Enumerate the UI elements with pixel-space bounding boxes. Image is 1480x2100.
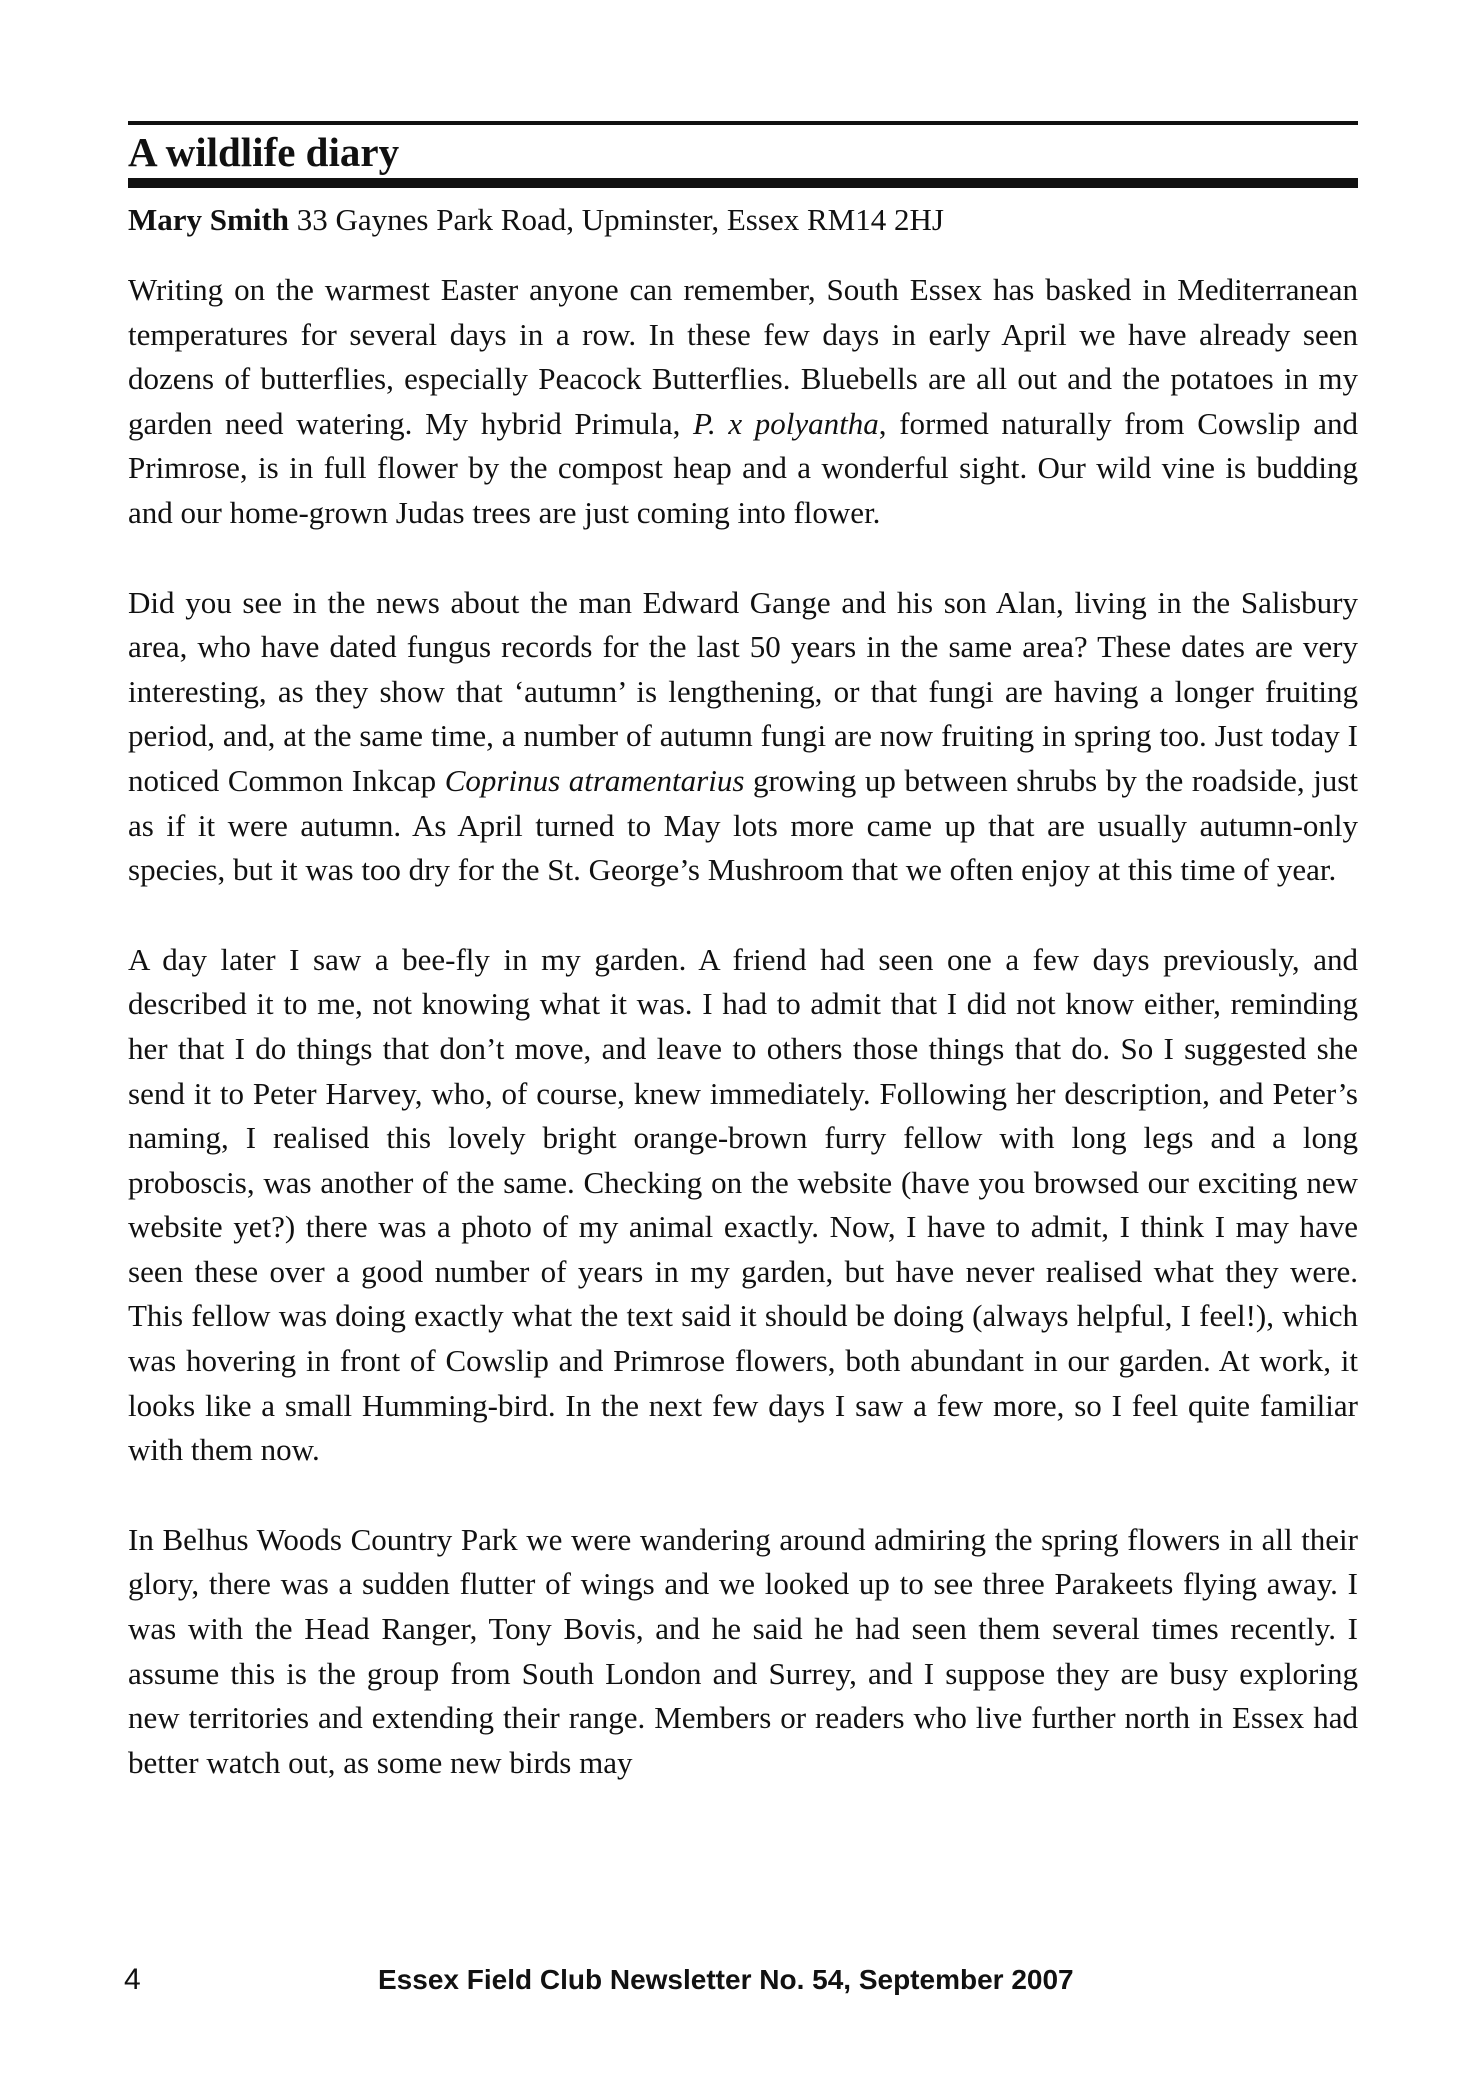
author-address: 33 Gaynes Park Road, Upminster, Essex RM14 2HJ: [296, 202, 944, 237]
paragraph-2-italic: Coprinus atramentarius: [444, 762, 745, 798]
page-footer: [0, 1960, 1480, 2000]
paragraph-1-italic: P. x polyantha: [693, 405, 879, 441]
publication-title: Essex Field Club Newsletter No. 54, September 2007: [378, 1964, 1074, 1995]
paragraph-4: In Belhus Woods Country Park we were wandering around admiring the spring flowers in all their glory, there was a sudden flutter of wings and we looked up to see three Parakeets flying away. I was with the Head Ranger, Tony Bovis, and he said he had seen them several times recently. I assume this is the group from South London and Surrey, and I suppose they are busy exploring new territories and extending their range. Members or readers who live further north in Essex had better watch out, as some new birds may: [128, 1521, 1358, 1780]
top-rule: [128, 121, 1358, 125]
article-body: [128, 268, 1358, 1830]
page-number: 4: [124, 1963, 141, 1996]
paragraph-3: A day later I saw a bee-fly in my garden. A friend had seen one a few days previously, and described it to me, not knowing what it was. I had to admit that I did not know either, reminding her that I do things that don’t move, and leave to others those things that do. So I suggested she send it to Peter Harvey, who, of course, knew immediately. Following her description, and Peter’s naming, I realised this lovely bright orange-brown furry fellow with long legs and a long proboscis, was another of the same. Checking on the website (have you browsed our exciting new website yet?) there was a photo of my animal exactly. Now, I have to admit, I think I may have seen these over a good number of years in my garden, but have never realised what they were. This fellow was doing exactly what the text said it should be doing (always helpful, I feel!), which was hovering in front of Cowslip and Primrose flowers, both abundant in our garden. At work, it looks like a small Humming-bird. In the next few days I saw a few more, so I feel quite familiar with them now.: [128, 941, 1358, 1468]
title-underline-rule: [128, 178, 1358, 188]
author-byline: [128, 200, 1358, 240]
paragraph-1: [128, 268, 1358, 536]
paragraph-1-text-b: , formed naturally from Cowslip and Primrose, is in full flower by the compost heap and a wonderful sight. Our wild vine is budding and our home-grown Judas trees are just coming into flower.: [128, 405, 1358, 530]
paragraph-1-text-a: Writing on the warmest Easter anyone can remember, South Essex has basked in Mediterranean temperatures for several days in a row. In these few days in early April we have already seen dozens of butterflies, especially Peacock Butterflies. Bluebells are all out and the potatoes in my garden need watering. My hybrid Primula,: [128, 272, 1358, 441]
paragraph-2: [128, 581, 1358, 893]
paragraph-2-text-a: Did you see in the news about the man Edward Gange and his son Alan, living in the Salisbury area, who have dated fungus records for the last 50 years in the same area? These dates are very interesting, as they show that ‘autumn’ is lengthening, or that fungi are having a longer fruiting period, and, at the same time, a number of autumn fungi are now fruiting in spring too. Just today I noticed Common Inkcap: [128, 584, 1358, 798]
paragraph-2-text-b: growing up between shrubs by the roadside, just as if it were autumn. As April turned to May lots more came up that are usually autumn-only species, but it was too dry for the St. George’s Mushroom that we often enjoy at this time of year.: [128, 762, 1358, 888]
article-title: A wildlife diary: [128, 129, 400, 175]
author-name: Mary Smith: [128, 202, 290, 237]
